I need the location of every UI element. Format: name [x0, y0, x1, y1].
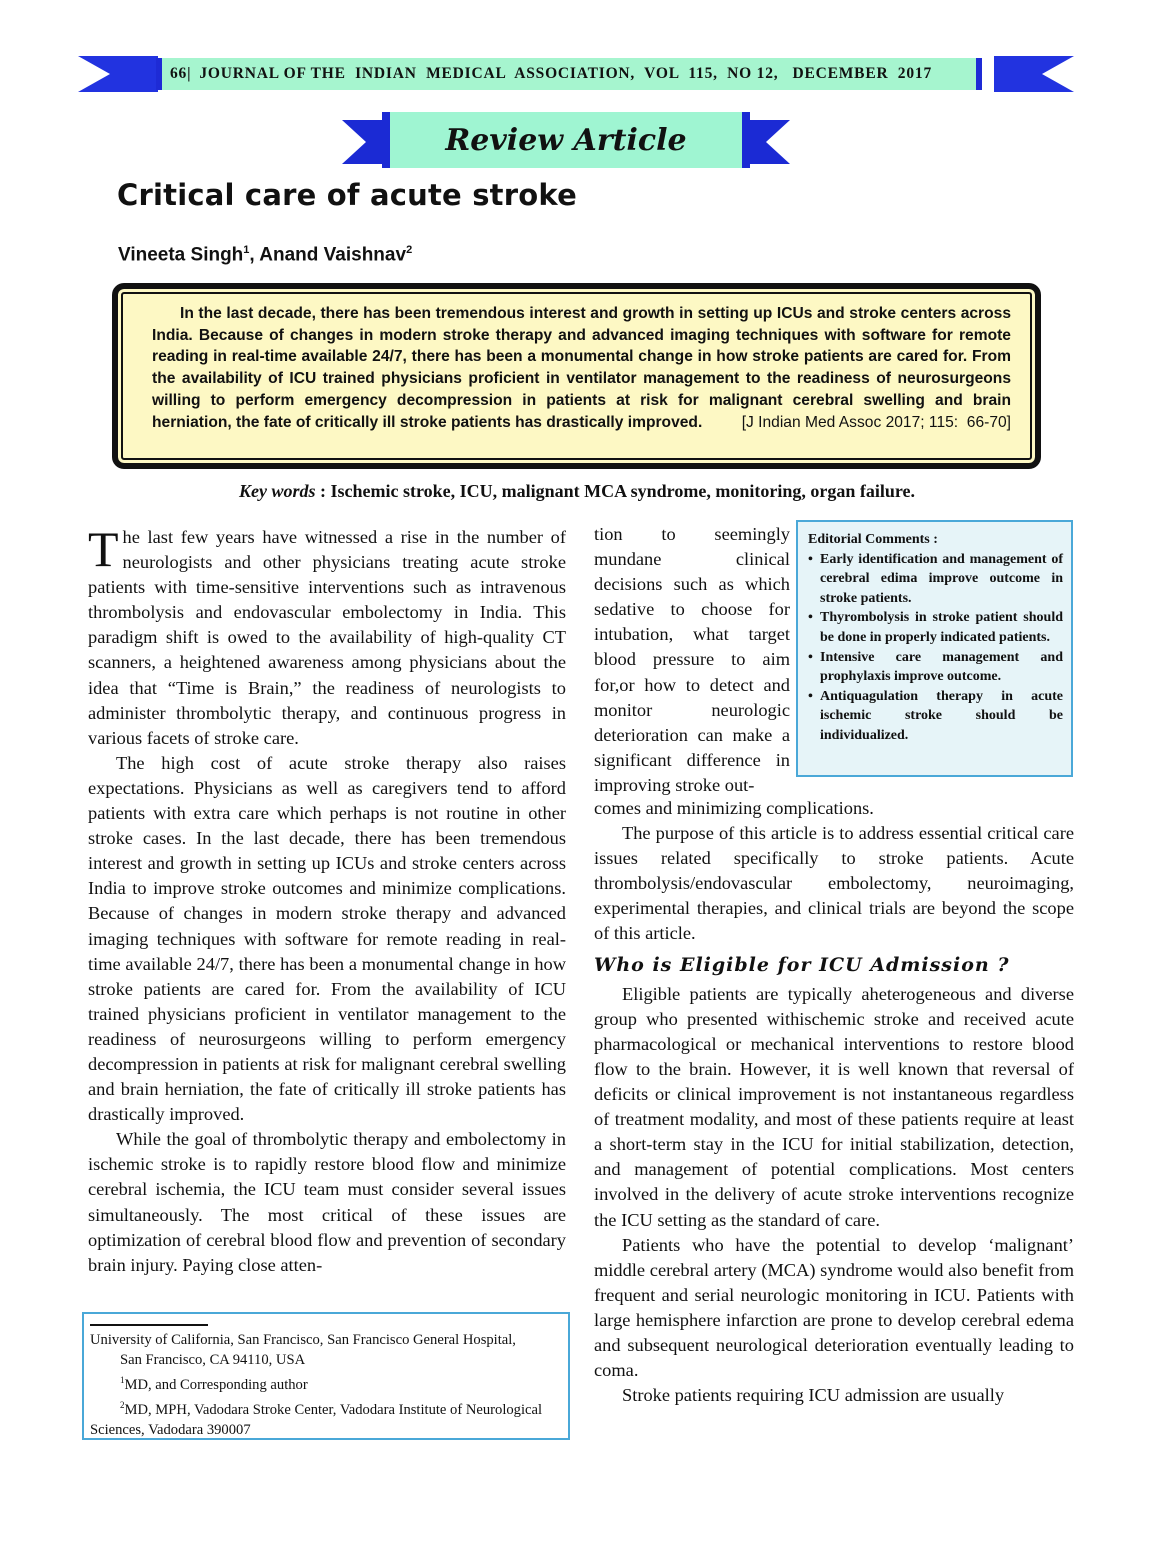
article-title: Critical care of acute stroke [117, 178, 577, 212]
keywords-label: Key words [239, 481, 316, 501]
affiliation-text: MD, MPH, Vadodara Stroke Center, Vadodara Institute of Neurological Sciences, Vadodara 390007 [90, 1401, 543, 1438]
section-ribbon [342, 112, 790, 170]
paragraph: The purpose of this article is to address essential critical care issues related specifically to stroke patients. Acute thrombolysis/endovascular embolectomy, neuroimaging, experimental therapies, and clinical trials are beyond the scope of this article. [594, 823, 1074, 944]
paragraph: comes and minimizing complications. [594, 798, 874, 818]
editorial-item: • Thyrombolysis in stroke patient should be done in properly indicated patients. [808, 608, 1063, 647]
affiliation-text: MD, and Corresponding author [124, 1376, 308, 1393]
abstract-citation: [J Indian Med Assoc 2017; 115: 66-70] [741, 413, 1011, 431]
banner-left-tail [78, 56, 158, 92]
abstract-box [112, 283, 1041, 469]
section-heading: Who is Eligible for ICU Admission ? [594, 953, 1010, 976]
keywords-line [0, 481, 1154, 502]
editorial-title: Editorial Comments : [808, 532, 938, 547]
paragraph [88, 521, 566, 751]
editorial-comments-box [796, 520, 1073, 777]
paragraph: Eligible patients are typically aheterogeneous and diverse group who presented withischemic stroke and received acute pharmacological or mechanical interventions to restore blood flow to the brain. However, it is well known that reversal of deficits or clinical improvement is not instantaneous regardless of treatment modality, and most of these patients require at least a short-term stay in the ICU for initial stabilization, detection, and management of potential complications. Most centers involved in the delivery of acute stroke interventions recognize the ICU setting as the standard of care. [594, 983, 1074, 1230]
paragraph: Patients who have the potential to develop ‘malignant’ middle cerebral artery (MCA) syndrome would also benefit from frequent and serial neurologic monitoring in ICU. Patients with large hemisphere infarction are prone to develop cerebral edema and subsequent neurological deterioration eventually leading to coma. [594, 1234, 1074, 1381]
affiliation-line: University of California, San Francisco, San Francisco General Hospital, [90, 1332, 516, 1348]
paragraph-text: he last few years have witnessed a rise in the number of neurologists and other physicians treating acute stroke patients with time-sensitive interventions such as intravenous thrombolysis and endovascular embolectomy in India. This paradigm shift is owed to the availability of high-quality CT scanners, a heightened awareness among physicians about the idea that “Time is Brain,” the readiness of neurologists to administer thrombolytic therapy, and continuous progress in various facets of stroke care. [88, 527, 566, 748]
paragraph: tion to seemingly mundane clinical decisions such as which sedative to choose for intubation, what target blood pressure to aim for,or how to detect and monitor neurologic deterioration can make a significant difference in improving stroke out- [594, 524, 790, 795]
editorial-item: • Antiquagulation therapy in acute ischemic stroke should be individualized. [808, 687, 1063, 746]
affiliation-mark: 1 [120, 1375, 125, 1385]
affiliation-line [90, 1370, 562, 1395]
author-1: Vineeta Singh [118, 244, 244, 266]
ribbon-right-tail [746, 120, 790, 164]
drop-cap: T [88, 521, 119, 577]
affiliations-box [82, 1312, 570, 1440]
right-column-narrow [594, 522, 790, 798]
editorial-item: • Intensive care management and prophylaxis improve outcome. [808, 648, 1063, 687]
footnote-rule [90, 1324, 208, 1326]
paragraph: The high cost of acute stroke therapy also raises expectations. Physicians as well as caregivers tend to afford patients with extra care which perhaps is not routine in other stroke cases. In the last decade, there has been tremendous interest and growth in setting up ICUs and stroke centers across India to improve stroke outcomes and minimize complications. Because of changes in modern stroke therapy and advanced imaging techniques with software for remote reading in real-time available 24/7, there has been a monumental change in how stroke patients are cared for. From the availability of ICU trained physicians proficient in ventilator management to the readiness of neurosurgeons willing to perform emergency decompression in patients at risk for malignant cerebral swelling and brain herniation, the fate of critically ill stroke patients has drastically improved. [88, 752, 566, 1125]
author-2: Anand Vaishnav [259, 244, 407, 266]
header-bar [156, 58, 982, 90]
left-column [88, 521, 566, 1278]
keywords-text: : Ischemic stroke, ICU, malignant MCA syndrome, monitoring, organ failure. [315, 481, 915, 501]
affiliation-line [90, 1395, 562, 1440]
journal-line: JOURNAL OF THE INDIAN MEDICAL ASSOCIATION, VOL 115, NO 12, DECEMBER 2017 [199, 65, 932, 82]
ribbon-left-tail [342, 120, 386, 164]
section-label: Review Article [382, 112, 750, 168]
author-1-mark: 1 [243, 244, 250, 256]
page-number: 66| [170, 65, 192, 82]
journal-header-banner [78, 52, 1074, 96]
editorial-item: • Early identification and management of cerebral edima improve outcome in stroke patients. [808, 550, 1063, 609]
author-2-mark: 2 [406, 244, 413, 256]
affiliation-mark: 2 [120, 1399, 125, 1410]
author-line [118, 244, 412, 266]
paragraph: Stroke patients requiring ICU admission are usually [622, 1385, 1005, 1406]
banner-right-tail [994, 56, 1074, 92]
author-separator: , [249, 244, 260, 266]
editorial-list [808, 550, 1063, 746]
paragraph: While the goal of thrombolytic therapy and embolectomy in ischemic stroke is to rapidly restore blood flow and minimize cerebral ischemia, the ICU team must consider several issues simultaneously. The most critical of these issues are optimization of cerebral blood flow and prevention of secondary brain injury. Paying close atten- [88, 1129, 566, 1275]
affiliation-line: San Francisco, CA 94110, USA [120, 1352, 306, 1368]
right-column [594, 796, 1074, 1408]
abstract-text: In the last decade, there has been tremendous interest and growth in setting up ICUs and stroke centers across India. Because of changes in modern stroke therapy and advanced imaging techniques with software for remote reading in real-time available 24/7, there has been a monumental change in how stroke patients are cared for. From the availability of ICU trained physicians proficient in ventilator management to the readiness of neurosurgeons willing to perform emergency decompression in patients at risk for malignant cerebral swelling and brain herniation, the fate of critically ill stroke patients has drastically improved. [152, 305, 1011, 431]
